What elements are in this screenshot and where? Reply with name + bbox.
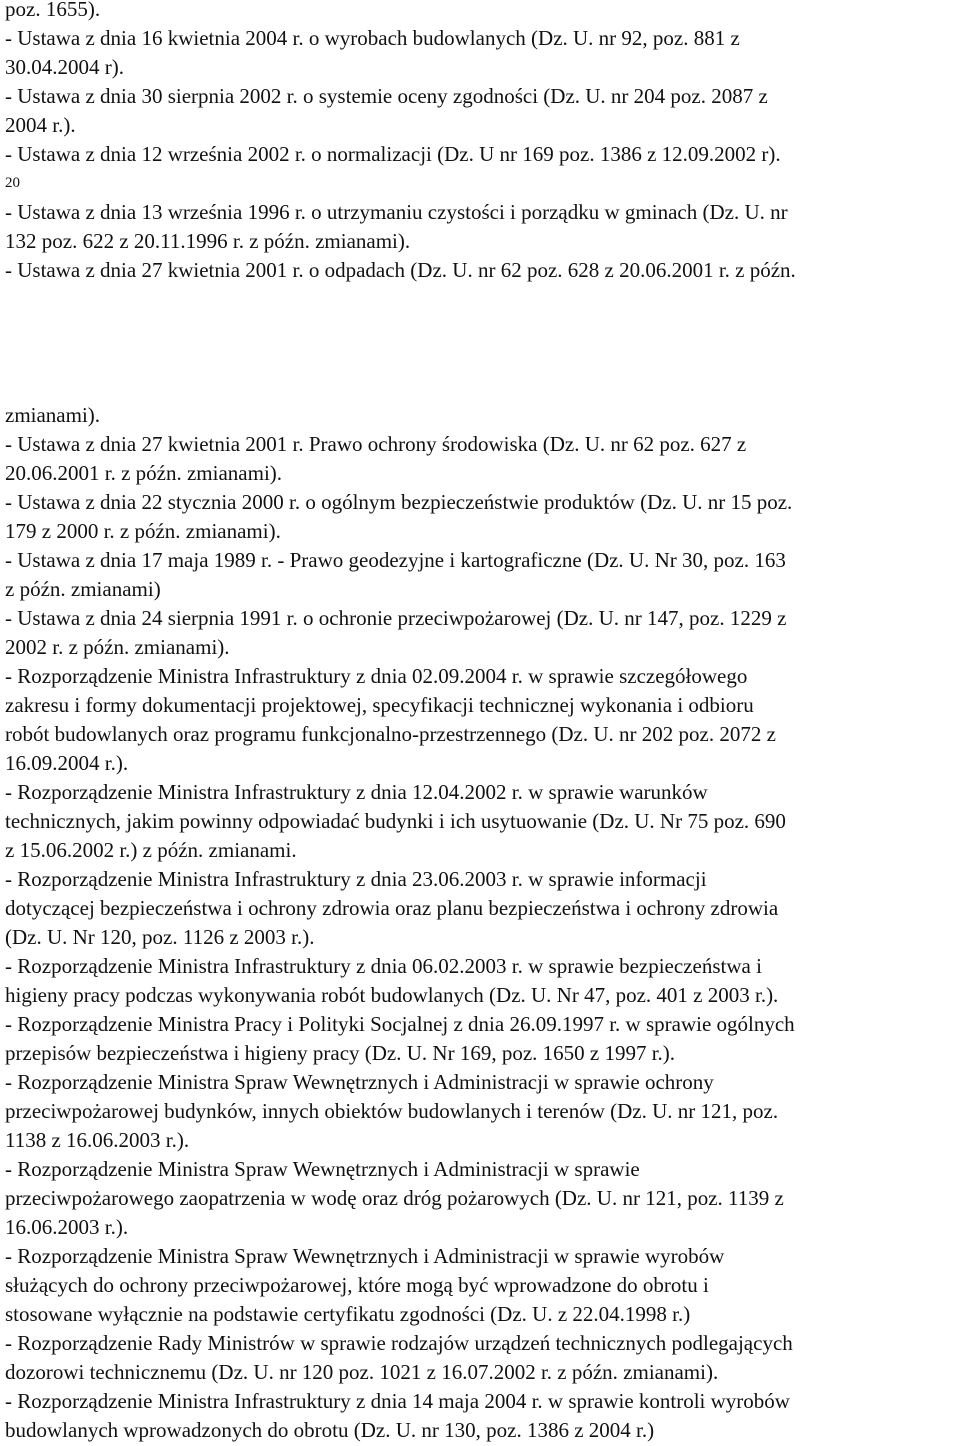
text-line: stosowane wyłącznie na podstawie certyfikatu zgodności (Dz. U. z 22.04.1998 r.) <box>5 1302 691 1326</box>
text-line: - Ustawa z dnia 22 stycznia 2000 r. o ogólnym bezpieczeństwie produktów (Dz. U. nr 15 poz. <box>5 490 793 514</box>
text-line: - Rozporządzenie Ministra Infrastruktury z dnia 02.09.2004 r. w sprawie szczegółowego <box>5 664 748 688</box>
text-block-top <box>5 0 955 285</box>
text-line: 1138 z 16.06.2003 r.). <box>5 1128 190 1152</box>
text-line: 16.09.2004 r.). <box>5 751 129 775</box>
text-line: - Rozporządzenie Ministra Pracy i Polityki Socjalnej z dnia 26.09.1997 r. w sprawie ogólnych <box>5 1012 795 1036</box>
text-line: - Rozporządzenie Rady Ministrów w sprawie rodzajów urządzeń technicznych podlegających <box>5 1331 793 1355</box>
text-line: robót budowlanych oraz programu funkcjonalno-przestrzennego (Dz. U. nr 202 poz. 2072 z <box>5 722 776 746</box>
text-line: poz. 1655). <box>5 0 101 21</box>
text-line: z 15.06.2002 r.) z późn. zmianami. <box>5 838 297 862</box>
text-line: - Rozporządzenie Ministra Spraw Wewnętrznych i Administracji w sprawie wyrobów <box>5 1244 725 1268</box>
text-line: - Rozporządzenie Ministra Infrastruktury z dnia 23.06.2003 r. w sprawie informacji <box>5 867 707 891</box>
text-line: technicznych, jakim powinny odpowiadać budynki i ich usytuowanie (Dz. U. Nr 75 poz. 690 <box>5 809 786 833</box>
text-line: higieny pracy podczas wykonywania robót budowlanych (Dz. U. Nr 47, poz. 401 z 2003 r.). <box>5 983 779 1007</box>
text-line: służących do ochrony przeciwpożarowej, które mogą być wprowadzone do obrotu i <box>5 1273 709 1297</box>
text-line: - Ustawa z dnia 16 kwietnia 2004 r. o wyrobach budowlanych (Dz. U. nr 92, poz. 881 z <box>5 26 740 50</box>
text-line: - Ustawa z dnia 27 kwietnia 2001 r. o odpadach (Dz. U. nr 62 poz. 628 z 20.06.2001 r. z późn. <box>5 258 796 282</box>
text-line: dotyczącej bezpieczeństwa i ochrony zdrowia oraz planu bezpieczeństwa i ochrony zdrowia <box>5 896 779 920</box>
text-line: 16.06.2003 r.). <box>5 1215 129 1239</box>
text-line: 2002 r. z późn. zmianami). <box>5 635 230 659</box>
text-line: - Ustawa z dnia 24 sierpnia 1991 r. o ochronie przeciwpożarowej (Dz. U. nr 147, poz. 1229 z <box>5 606 787 630</box>
text-line: 20.06.2001 r. z późn. zmianami). <box>5 461 283 485</box>
text-line: budowlanych wprowadzonych do obrotu (Dz. U. nr 130, poz. 1386 z 2004 r.) <box>5 1418 655 1442</box>
text-line: - Ustawa z dnia 17 maja 1989 r. - Prawo geodezyjne i kartograficzne (Dz. U. Nr 30, poz. 163 <box>5 548 786 572</box>
text-line: - Ustawa z dnia 27 kwietnia 2001 r. Prawo ochrony środowiska (Dz. U. nr 62 poz. 627 z <box>5 432 747 456</box>
text-line: 132 poz. 622 z 20.11.1996 r. z późn. zmianami). <box>5 229 411 253</box>
text-line: przeciwpożarowego zaopatrzenia w wodę oraz dróg pożarowych (Dz. U. nr 121, poz. 1139 z <box>5 1186 784 1210</box>
text-line: - Ustawa z dnia 12 września 2002 r. o normalizacji (Dz. U nr 169 poz. 1386 z 12.09.2002 r). <box>5 142 781 166</box>
text-line: - Rozporządzenie Ministra Infrastruktury z dnia 14 maja 2004 r. w sprawie kontroli wyrobów <box>5 1389 790 1413</box>
text-line: przepisów bezpieczeństwa i higieny pracy (Dz. U. Nr 169, poz. 1650 z 1997 r.). <box>5 1041 676 1065</box>
text-line: - Ustawa z dnia 13 września 1996 r. o utrzymaniu czystości i porządku w gminach (Dz. U. nr <box>5 200 788 224</box>
text-line: zmianami). <box>5 403 101 427</box>
document-page <box>5 0 955 1445</box>
text-line: - Rozporządzenie Ministra Spraw Wewnętrznych i Administracji w sprawie ochrony <box>5 1070 714 1094</box>
text-line: - Rozporządzenie Ministra Spraw Wewnętrznych i Administracji w sprawie <box>5 1157 640 1181</box>
text-line: - Rozporządzenie Ministra Infrastruktury z dnia 12.04.2002 r. w sprawie warunków <box>5 780 708 804</box>
text-line: - Rozporządzenie Ministra Infrastruktury z dnia 06.02.2003 r. w sprawie bezpieczeństwa i <box>5 954 762 978</box>
page-break-gap <box>5 285 955 401</box>
text-line: 2004 r.). <box>5 113 76 137</box>
text-block-bottom <box>5 401 955 1445</box>
text-line: z późn. zmianami) <box>5 577 161 601</box>
text-line: dozorowi technicznemu (Dz. U. nr 120 poz. 1021 z 16.07.2002 r. z późn. zmianami). <box>5 1360 719 1384</box>
text-line: - Ustawa z dnia 30 sierpnia 2002 r. o systemie oceny zgodności (Dz. U. nr 204 poz. 2087 z <box>5 84 768 108</box>
text-line: (Dz. U. Nr 120, poz. 1126 z 2003 r.). <box>5 925 315 949</box>
text-line: 179 z 2000 r. z późn. zmianami). <box>5 519 281 543</box>
text-line: przeciwpożarowej budynków, innych obiektów budowlanych i terenów (Dz. U. nr 121, poz. <box>5 1099 779 1123</box>
page-number: 20 <box>5 175 20 191</box>
text-line: zakresu i formy dokumentacji projektowej, specyfikacji technicznej wykonania i odbioru <box>5 693 754 717</box>
text-line: 30.04.2004 r). <box>5 55 124 79</box>
